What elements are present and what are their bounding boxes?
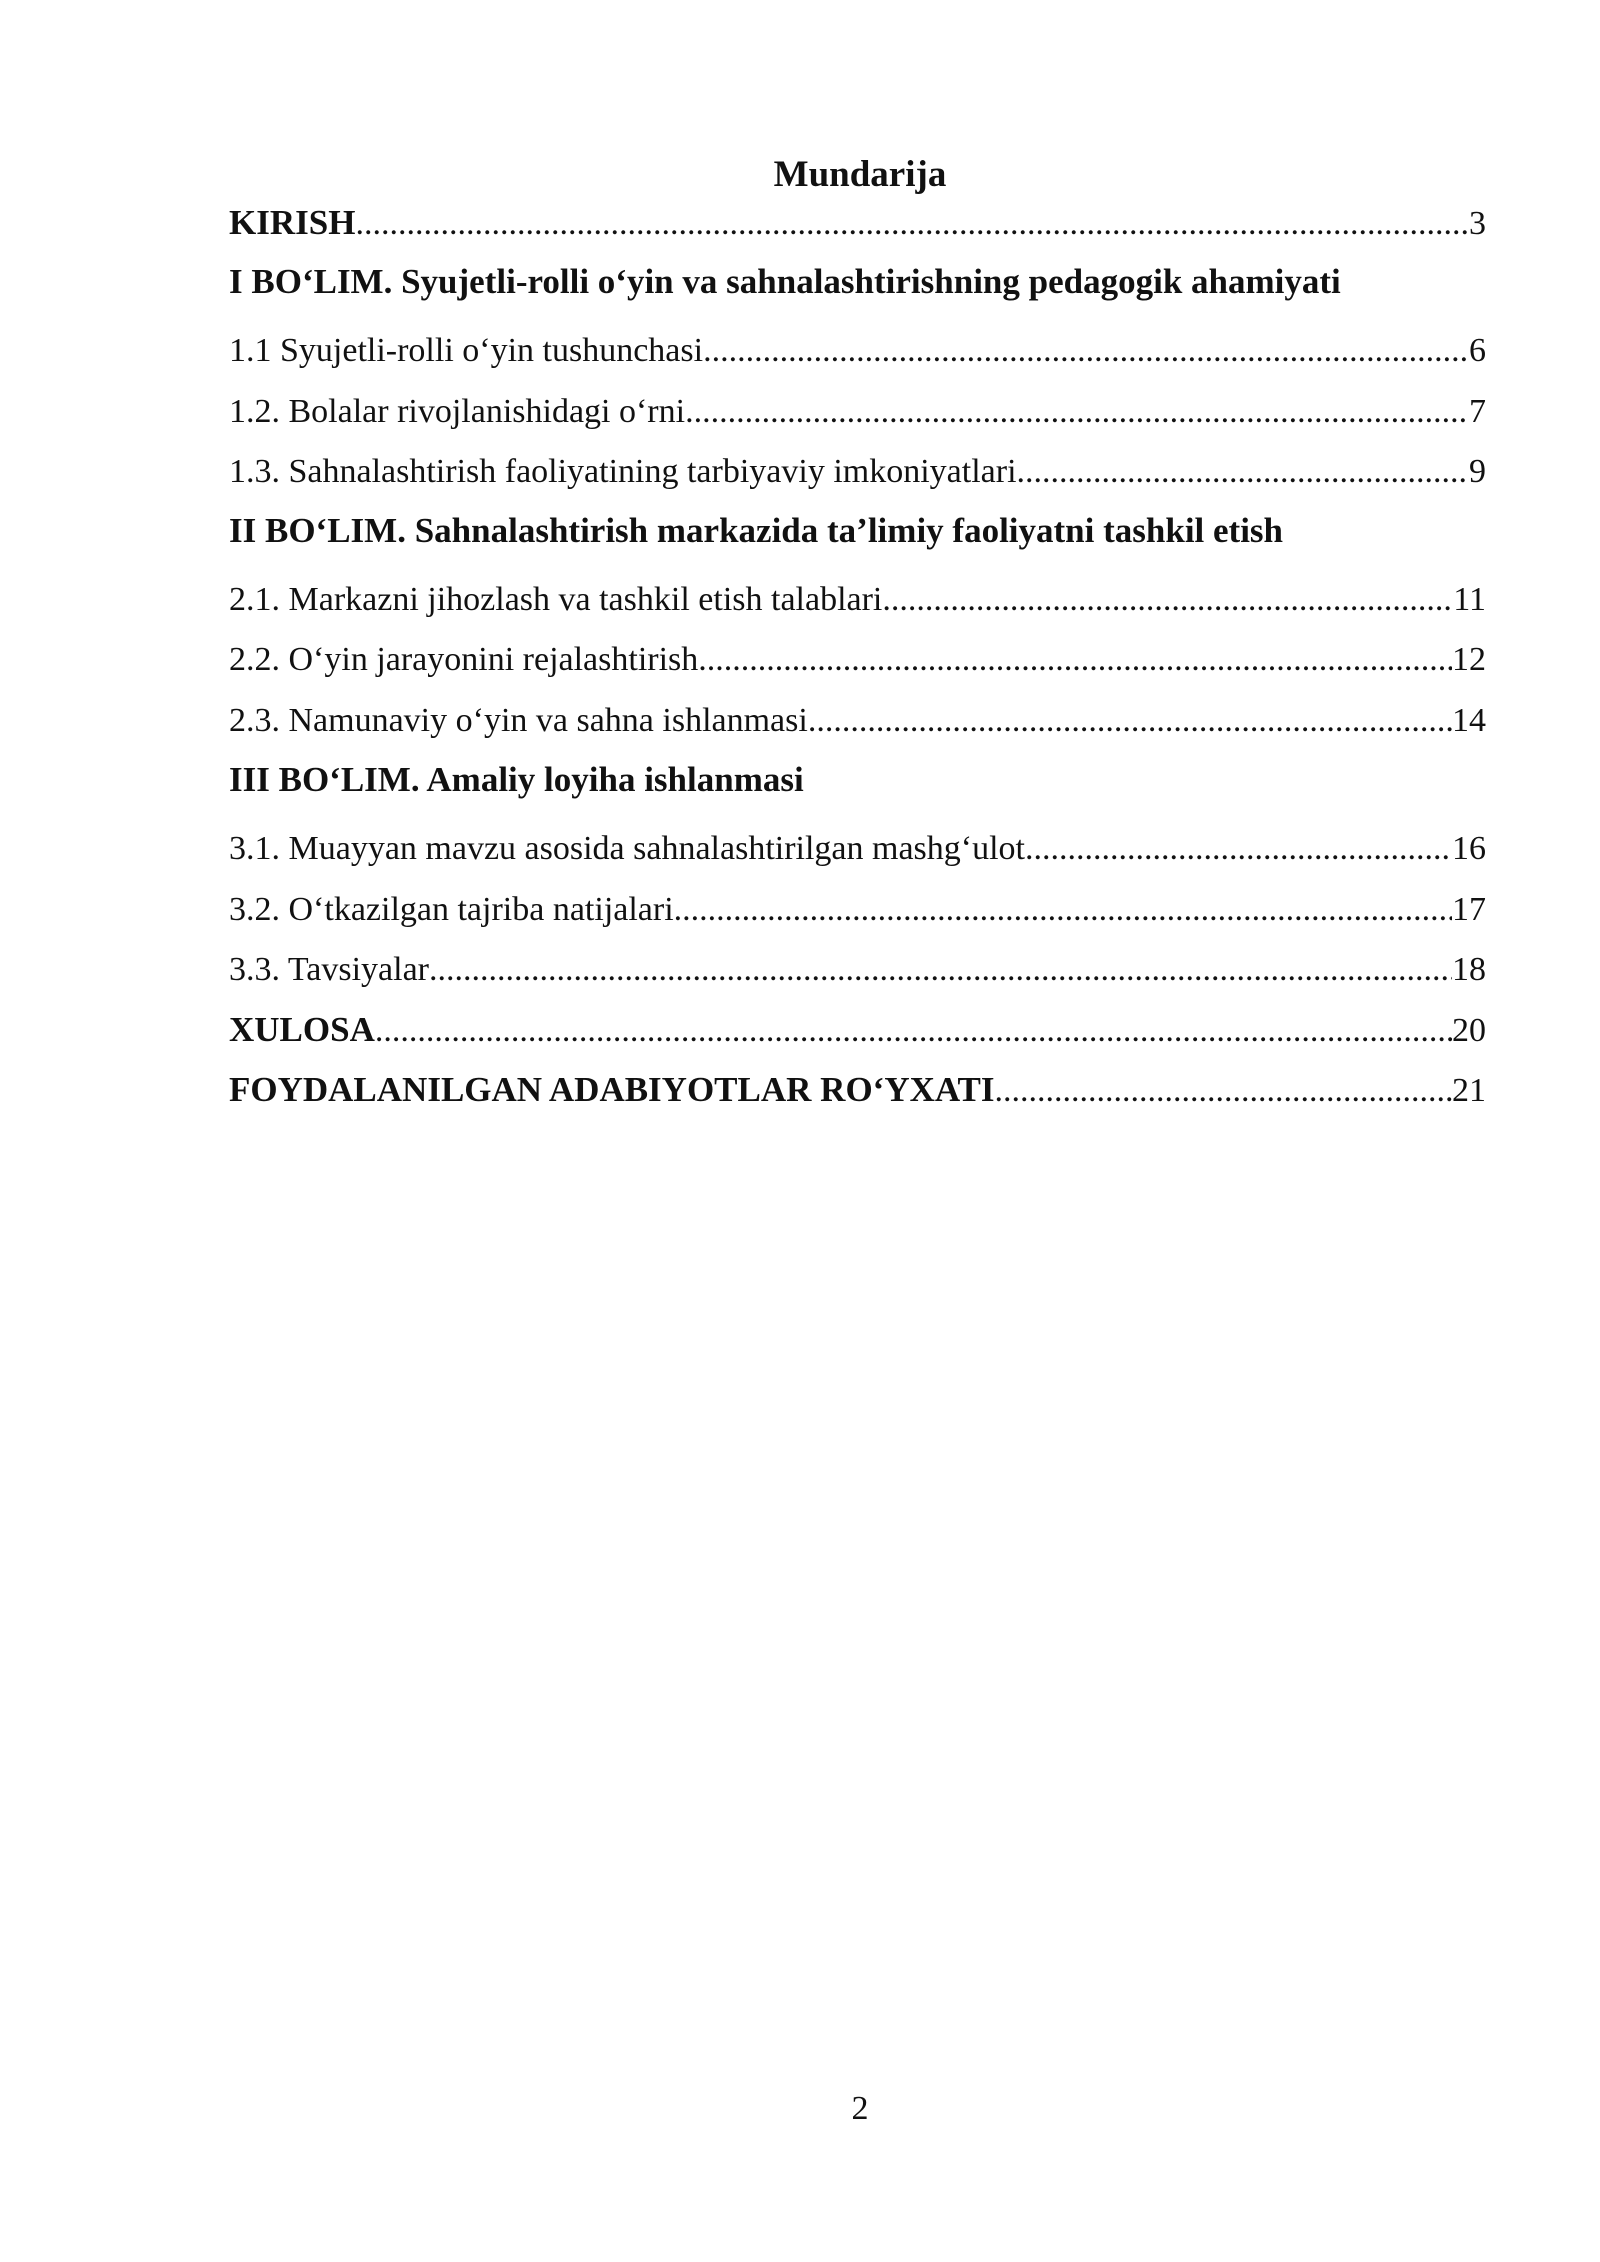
toc-page-number: 6 [1469,332,1486,369]
toc-entry-label: 2.3. Namunaviy o‘yin va sahna ishlanmasi [229,702,808,739]
toc-page-number: 18 [1452,951,1486,988]
toc-entry-1-3[interactable] [229,449,1486,495]
dot-leader [808,698,1452,744]
toc-entry-label: 1.1 Syujetli-rolli o‘yin tushunchasi [229,332,704,369]
toc-entry-3-2[interactable] [229,887,1486,933]
toc-page-number: 16 [1452,830,1486,867]
dot-leader [685,389,1469,435]
toc-entry-label: 2.2. O‘yin jarayonini rejalashtirish [229,641,699,678]
toc-entry-label: 3.1. Muayyan mavzu asosida sahnalashtirilgan mashg‘ulot [229,830,1025,867]
toc-entry-label: 1.2. Bolalar rivojlanishidagi o‘rni [229,393,686,430]
toc-page-number: 9 [1469,453,1486,490]
toc-entry-adabiyotlar[interactable] [229,1067,1486,1114]
toc-entry-label: 2.1. Markazni jihozlash va tashkil etish talablari [229,581,883,618]
dot-leader [882,577,1453,623]
toc-section-2-heading: II BO‘LIM. Sahnalashtirish markazida ta’limiy faoliyatni tashkil etish [229,511,1284,550]
toc-entry-label: 3.2. O‘tkazilgan tajriba natijalari [229,891,674,928]
toc-entry-1-1[interactable] [229,328,1486,374]
toc-page-number: 3 [1469,205,1486,242]
toc-entry-label: KIRISH [229,203,356,242]
toc-section-3-heading: III BO‘LIM. Amaliy loyiha ishlanmasi [229,760,804,799]
toc-page-number: 17 [1452,891,1486,928]
dot-leader [698,637,1452,683]
dot-leader [1025,826,1452,872]
toc-section-1-heading: I BO‘LIM. Syujetli-rolli o‘yin va sahnalashtirishning pedagogik ahamiyati [229,262,1341,301]
dot-leader [1017,449,1469,495]
dot-leader [375,1008,1452,1054]
toc-page-number: 21 [1452,1072,1486,1109]
dot-leader [703,328,1469,374]
dot-leader [674,887,1452,933]
toc-entry-2-2[interactable] [229,637,1486,683]
toc-entry-2-3[interactable] [229,698,1486,744]
toc-entry-label: 1.3. Sahnalashtirish faoliyatining tarbiyaviy imkoniyatlari [229,453,1017,490]
toc-entry-2-1[interactable] [229,577,1486,623]
toc-entry-1-2[interactable] [229,389,1486,435]
toc-entry-kirish[interactable] [229,200,1486,247]
toc-entry-label: FOYDALANILGAN ADABIYOTLAR RO‘YXATI [229,1070,995,1109]
toc-entry-label: 3.3. Tavsiyalar [229,951,429,988]
toc-page-number: 14 [1452,702,1486,739]
dot-leader [355,201,1469,247]
toc-entry-label: XULOSA [229,1010,375,1049]
dot-leader [429,947,1452,993]
toc-entry-3-1[interactable] [229,826,1486,872]
toc-page-number: 12 [1452,641,1486,678]
toc-entry-xulosa[interactable] [229,1007,1486,1054]
page-number-footer: 2 [851,2090,869,2127]
toc-page-number: 11 [1453,581,1486,618]
toc-page-number: 20 [1452,1012,1486,1049]
dot-leader [995,1068,1452,1114]
toc-entry-3-3[interactable] [229,947,1486,993]
toc-title: Mundarija [773,154,947,195]
toc-page-number: 7 [1469,393,1486,430]
